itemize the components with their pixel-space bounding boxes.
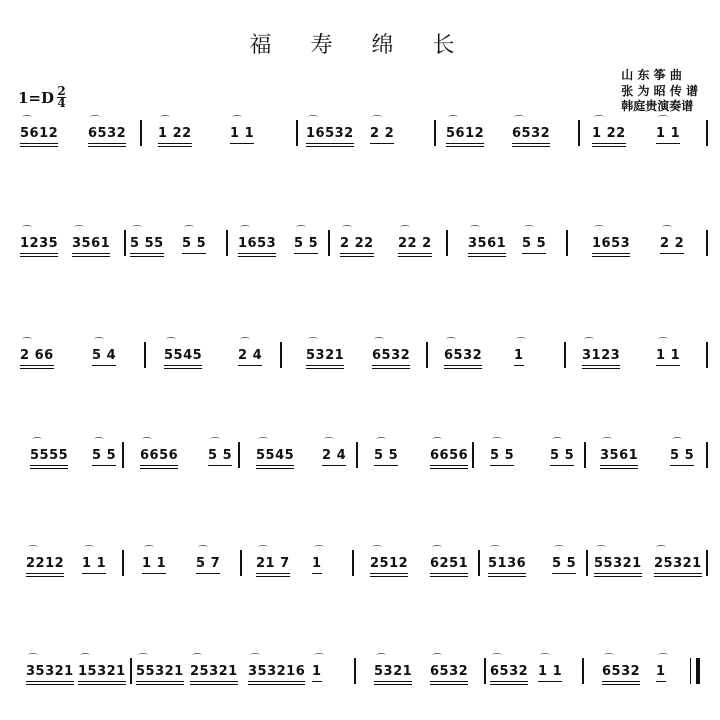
barline [706, 550, 708, 576]
note-group: 5 5 [552, 556, 577, 571]
note-group: 6532 [430, 664, 469, 679]
fingering-mark: ⌒ [90, 116, 100, 127]
note-group: 55321 [136, 664, 184, 679]
fingering-mark: ⌒ [240, 338, 250, 349]
barline [144, 342, 146, 368]
staff-row-1 [16, 112, 706, 152]
staff-row-5 [16, 542, 706, 582]
fingering-mark: ⌒ [160, 116, 170, 127]
fingering-mark: ⌒ [446, 338, 456, 349]
note-group: 1 [514, 348, 524, 363]
note-group: 1 1 [230, 126, 255, 141]
barline [328, 230, 330, 256]
fingering-mark: ⌒ [198, 546, 208, 557]
credit-line-transcriber: 张 为 昭 传 谱 [621, 83, 698, 98]
barline [140, 120, 142, 146]
fingering-mark: ⌒ [138, 654, 148, 665]
piece-title: 福 寿 绵 长 [249, 33, 471, 58]
fingering-mark: ⌒ [258, 546, 268, 557]
barline [426, 342, 428, 368]
fingering-mark: ⌒ [448, 116, 458, 127]
fingering-mark: ⌒ [492, 654, 502, 665]
note-group: 6532 [444, 348, 483, 363]
barline [582, 658, 584, 684]
note-group: 5 5 [92, 448, 117, 463]
note-group: 16532 [306, 126, 354, 141]
fingering-mark: ⌒ [658, 116, 668, 127]
fingering-mark: ⌒ [400, 226, 410, 237]
note-group: 5612 [446, 126, 485, 141]
note-group: 1 1 [656, 348, 681, 363]
fingering-mark: ⌒ [554, 546, 564, 557]
barline [706, 342, 708, 368]
note-group: 2212 [26, 556, 65, 571]
fingering-mark: ⌒ [376, 438, 386, 449]
credit-line-origin: 山 东 筝 曲 [621, 68, 682, 82]
barline [434, 120, 436, 146]
fingering-mark: ⌒ [324, 438, 334, 449]
note-group: 3561 [72, 236, 111, 251]
fingering-mark: ⌒ [22, 226, 32, 237]
note-group: 25321 [190, 664, 238, 679]
note-group: 15321 [78, 664, 126, 679]
fingering-mark: ⌒ [656, 546, 666, 557]
fingering-mark: ⌒ [80, 654, 90, 665]
fingering-mark: ⌒ [552, 438, 562, 449]
note-group: 2512 [370, 556, 409, 571]
staff-row-6 [16, 650, 706, 690]
note-group: 5612 [20, 126, 59, 141]
staff-row-2 [16, 222, 706, 262]
note-group: 35321 [26, 664, 74, 679]
fingering-mark: ⌒ [516, 338, 526, 349]
note-group: 5 4 [92, 348, 117, 363]
fingering-mark: ⌒ [22, 338, 32, 349]
fingering-mark: ⌒ [184, 226, 194, 237]
note-group: 25321 [654, 556, 702, 571]
barline [584, 442, 586, 468]
note-group: 2 4 [322, 448, 347, 463]
barline [352, 550, 354, 576]
note-group: 5 7 [196, 556, 221, 571]
barline [122, 550, 124, 576]
fingering-mark: ⌒ [28, 546, 38, 557]
note-group: 2 4 [238, 348, 263, 363]
note-group: 6532 [88, 126, 127, 141]
fingering-mark: ⌒ [596, 546, 606, 557]
barline [566, 230, 568, 256]
note-group: 2 66 [20, 348, 54, 363]
note-group: 55321 [594, 556, 642, 571]
barline [356, 442, 358, 468]
note-group: 1653 [592, 236, 631, 251]
fingering-mark: ⌒ [132, 226, 142, 237]
barline [238, 442, 240, 468]
note-group: 5 55 [130, 236, 164, 251]
fingering-mark: ⌒ [94, 338, 104, 349]
fingering-mark: ⌒ [84, 546, 94, 557]
note-group: 353216 [248, 664, 306, 679]
barline [484, 658, 486, 684]
note-group: 6656 [430, 448, 469, 463]
staff-row-4 [16, 434, 706, 474]
barline [226, 230, 228, 256]
fingering-mark: ⌒ [342, 226, 352, 237]
note-group: 1 [656, 664, 666, 679]
fingering-mark: ⌒ [432, 654, 442, 665]
note-group: 5555 [30, 448, 69, 463]
note-group: 5 5 [522, 236, 547, 251]
note-group: 3561 [600, 448, 639, 463]
note-group: 6532 [372, 348, 411, 363]
barline [564, 342, 566, 368]
fingering-mark: ⌒ [594, 226, 604, 237]
note-group: 3123 [582, 348, 621, 363]
barline [280, 342, 282, 368]
barline [472, 442, 474, 468]
note-group: 1653 [238, 236, 277, 251]
note-group: 5 5 [490, 448, 515, 463]
fingering-mark: ⌒ [314, 546, 324, 557]
note-group: 6251 [430, 556, 469, 571]
fingering-mark: ⌒ [492, 438, 502, 449]
fingering-mark: ⌒ [372, 116, 382, 127]
note-group: 2 2 [660, 236, 685, 251]
fingering-mark: ⌒ [470, 226, 480, 237]
note-group: 1 [312, 556, 322, 571]
barline [586, 550, 588, 576]
fingering-mark: ⌒ [210, 438, 220, 449]
note-group: 6656 [140, 448, 179, 463]
note-group: 1 22 [158, 126, 192, 141]
note-group: 5 5 [294, 236, 319, 251]
barline [240, 550, 242, 576]
note-group: 5 5 [182, 236, 207, 251]
barline [296, 120, 298, 146]
fingering-mark: ⌒ [308, 116, 318, 127]
credit-line-performer: 韩庭贵演奏谱 [621, 99, 694, 113]
note-group: 6532 [512, 126, 551, 141]
fingering-mark: ⌒ [166, 338, 176, 349]
note-group: 1235 [20, 236, 59, 251]
note-group: 5 5 [208, 448, 233, 463]
fingering-mark: ⌒ [490, 546, 500, 557]
fingering-mark: ⌒ [314, 654, 324, 665]
barline [578, 120, 580, 146]
fingering-mark: ⌒ [22, 116, 32, 127]
note-group: 5321 [374, 664, 413, 679]
note-group: 5545 [164, 348, 203, 363]
note-group: 5321 [306, 348, 345, 363]
fingering-mark: ⌒ [602, 438, 612, 449]
time-signature [57, 86, 66, 109]
key-label: 1=D [18, 88, 55, 107]
fingering-mark: ⌒ [584, 338, 594, 349]
fingering-mark: ⌒ [594, 116, 604, 127]
note-group: 1 [312, 664, 322, 679]
fingering-mark: ⌒ [32, 438, 42, 449]
fingering-mark: ⌒ [144, 546, 154, 557]
staff-row-3 [16, 334, 706, 374]
note-group: 5 5 [374, 448, 399, 463]
note-group: 5136 [488, 556, 527, 571]
note-group: 1 1 [656, 126, 681, 141]
credits [621, 68, 698, 115]
note-group: 3561 [468, 236, 507, 251]
barline [124, 230, 126, 256]
fingering-mark: ⌒ [296, 226, 306, 237]
note-group: 5 5 [550, 448, 575, 463]
fingering-mark: ⌒ [604, 654, 614, 665]
final-barline-thin [690, 658, 691, 684]
fingering-mark: ⌒ [28, 654, 38, 665]
fingering-mark: ⌒ [514, 116, 524, 127]
note-group: 1 1 [142, 556, 167, 571]
fingering-mark: ⌒ [250, 654, 260, 665]
fingering-mark: ⌒ [376, 654, 386, 665]
barline [354, 658, 356, 684]
note-group: 5545 [256, 448, 295, 463]
barline [478, 550, 480, 576]
note-group: 22 2 [398, 236, 432, 251]
fingering-mark: ⌒ [192, 654, 202, 665]
note-group: 1 22 [592, 126, 626, 141]
barline [706, 230, 708, 256]
note-group: 1 1 [82, 556, 107, 571]
barline [706, 120, 708, 146]
note-group: 1 1 [538, 664, 563, 679]
time-signature-denominator: 4 [57, 96, 66, 110]
fingering-mark: ⌒ [232, 116, 242, 127]
fingering-mark: ⌒ [432, 546, 442, 557]
fingering-mark: ⌒ [524, 226, 534, 237]
fingering-mark: ⌒ [258, 438, 268, 449]
note-group: 6532 [602, 664, 641, 679]
fingering-mark: ⌒ [540, 654, 550, 665]
barline [706, 442, 708, 468]
fingering-mark: ⌒ [658, 338, 668, 349]
final-barline [696, 658, 700, 684]
fingering-mark: ⌒ [74, 226, 84, 237]
fingering-mark: ⌒ [662, 226, 672, 237]
note-group: 2 22 [340, 236, 374, 251]
note-group: 21 7 [256, 556, 290, 571]
fingering-mark: ⌒ [308, 338, 318, 349]
fingering-mark: ⌒ [94, 438, 104, 449]
fingering-mark: ⌒ [658, 654, 668, 665]
note-group: 5 5 [670, 448, 695, 463]
note-group: 6532 [490, 664, 529, 679]
time-signature-numerator: 2 [57, 84, 66, 98]
barline [446, 230, 448, 256]
fingering-mark: ⌒ [672, 438, 682, 449]
key-signature [18, 86, 66, 109]
fingering-mark: ⌒ [240, 226, 250, 237]
fingering-mark: ⌒ [372, 546, 382, 557]
barline [130, 658, 132, 684]
note-group: 2 2 [370, 126, 395, 141]
fingering-mark: ⌒ [374, 338, 384, 349]
barline [122, 442, 124, 468]
fingering-mark: ⌒ [432, 438, 442, 449]
fingering-mark: ⌒ [142, 438, 152, 449]
